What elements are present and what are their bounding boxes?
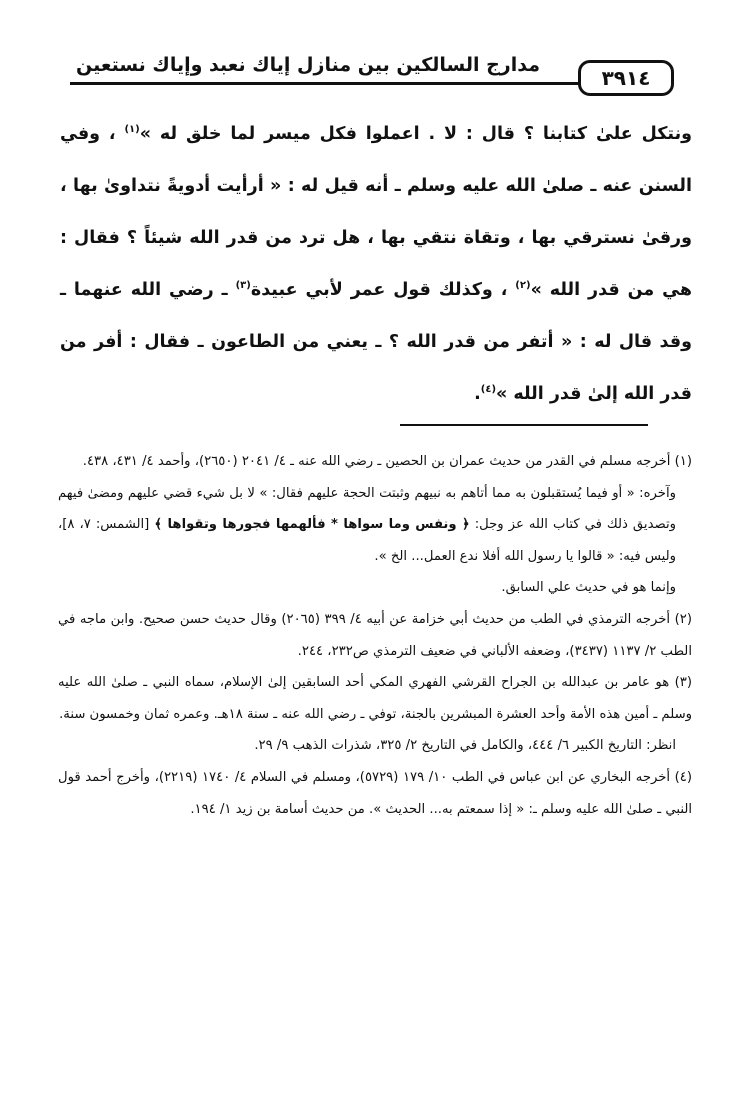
main-paragraph	[60, 108, 692, 420]
footnote-2: (٢) أخرجه الترمذي في الطب من حديث أبي خزامة عن أبيه ٤/ ٣٩٩ (٢٠٦٥) وقال حديث حسن صحيح. وابن ماجه في الطب ٢/ ١١٣٧ (٣٤٣٧)، وضعفه الألباني في ضعيف الترمذي ص٢٣٢، ٢٤٤.	[58, 611, 693, 659]
footnotes-section	[58, 446, 692, 825]
main-text-segment: ونتكل علىٰ كتابنا ؟ قال : لا . اعملوا فكل ميسر لما خلق له »	[139, 124, 693, 144]
footnote-3: (٣) هو عامر بن عبدالله بن الجراح القرشي الفهري المكي أحد السابقين إلىٰ الإسلام، سماه النبي ـ صلىٰ الله عليه وسلم ـ أمين هذه الأمة وأحد العشرة المبشرين بالجنة، توفي ـ رضي الله عنه ـ سنة ١٨هـ. وعمره ثمان وخمسون سنة.	[58, 675, 692, 722]
footnote-1: (١) أخرجه مسلم في القدر من حديث عمران بن الحصين ـ رضي الله عنه ـ ٤/ ٢٠٤١ (٢٦٥٠)، وأحمد ٤/ ٤٣١، ٤٣٨.	[82, 454, 692, 469]
footnote-divider	[400, 424, 648, 426]
quran-verse: ﴿ ونفس وما سواها * فألهمها فجورها وتقواها ﴾	[154, 517, 470, 533]
footnote-1-continuation	[58, 478, 692, 573]
footnote-3-sources: انظر: التاريخ الكبير ٦/ ٤٤٤، والكامل في التاريخ ٢/ ٣٢٥، شذرات الذهب ٩/ ٢٩.	[254, 738, 676, 754]
main-text-segment: ، وفي السنن عنه ـ صلىٰ الله عليه وسلم ـ أنه قيل له : « أرأيت أدويةً نتداوىٰ بها ، ورقىٰ نسترقي بها ، وتقاة نتقي بها ، هل ترد من قدر الله شيئاً ؟ فقال : هي من قدر الله »	[60, 124, 692, 300]
main-text-segment: .	[474, 384, 481, 404]
header-divider	[70, 82, 580, 85]
footnote-ref-2[interactable]: (٢)	[515, 280, 531, 292]
page-number: ٣٩١٤	[578, 60, 674, 96]
main-text-segment: ـ رضي الله عنهما ـ وقد قال له : « أتفر من قدر الله ؟ ـ يعني من الطاعون ـ فقال : أفر من قدر الله إلىٰ قدر الله »	[60, 280, 692, 404]
footnote-4: (٤) أخرجه البخاري عن ابن عباس في الطب ١٠/ ١٧٩ (٥٧٢٩)، ومسلم في السلام ٤/ ١٧٤٠ (٢٢١٩)، وأخرج أحمد قول النبي ـ صلىٰ الله عليه وسلم ـ: « إذا سمعتم به... الحديث ». من حديث أسامة بن زيد ١/ ١٩٤.	[58, 769, 692, 817]
footnote-ref-1[interactable]: (١)	[124, 124, 140, 136]
main-body-text	[60, 108, 692, 420]
running-header-title: مدارج السالكين بين منازل إياك نعبد وإياك نستعين	[76, 54, 540, 76]
footnote-1-text: [الشمس: ٧، ٨]، وليس فيه: « قالوا يا رسول الله أفلا ندع العمل... الخ ».	[58, 517, 676, 564]
footnote-1-text: وآخره: « أو فيما يُستقبلون به مما أتاهم به نبيهم وثبتت الحجة عليهم فقال: » لا بل شيء قضي عليهم ومضىٰ فيهم وتصديق ذلك في كتاب الله عز وجل:	[58, 485, 677, 533]
footnote-1-note: وإنما هو في حديث علي السابق.	[501, 580, 676, 596]
footnote-ref-4[interactable]: (٤)	[480, 384, 497, 396]
footnote-ref-3[interactable]: (٣)	[235, 280, 251, 292]
main-text-segment: ، وكذلك قول عمر لأبي عبيدة	[250, 280, 516, 300]
